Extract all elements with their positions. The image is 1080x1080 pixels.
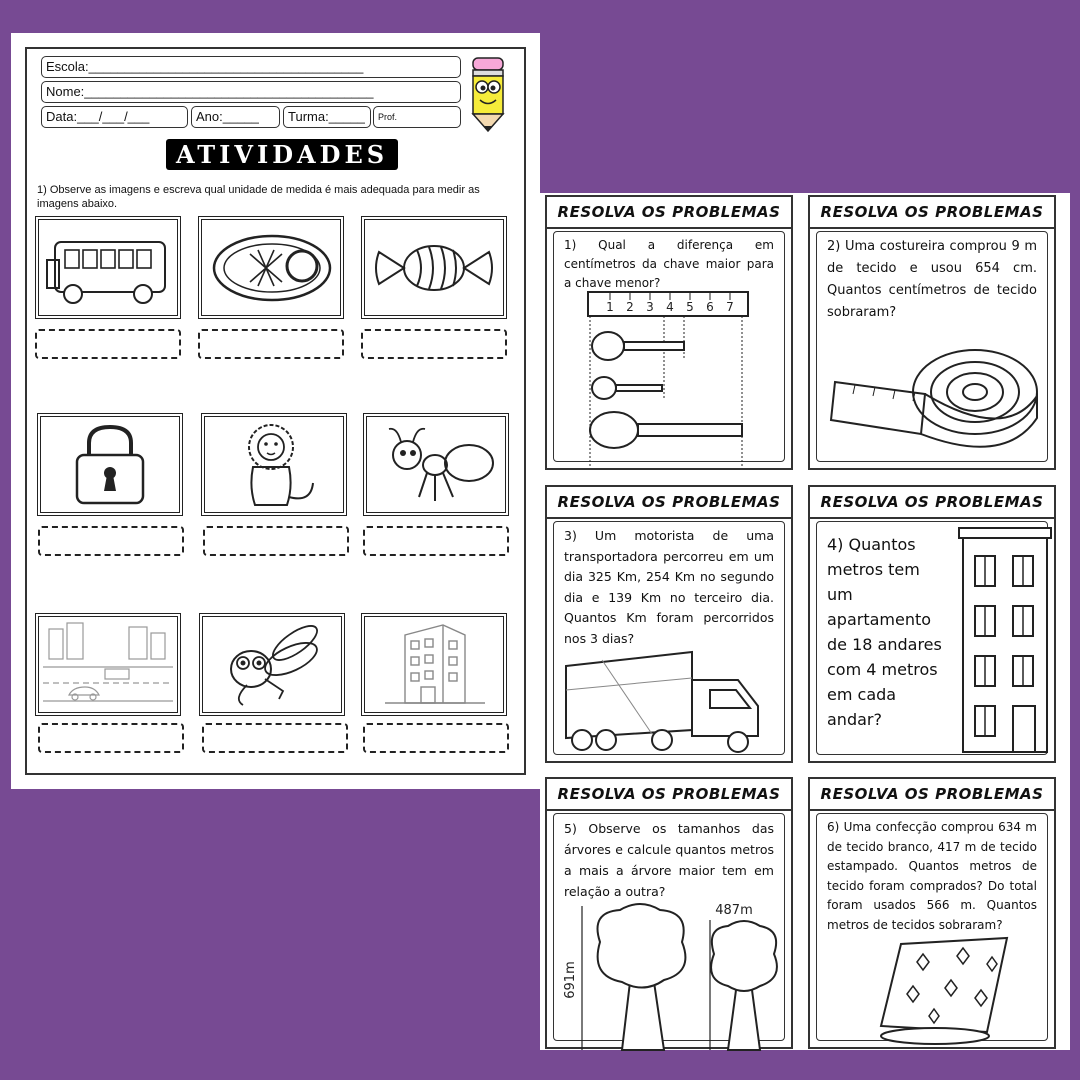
- answer-box[interactable]: [198, 329, 344, 359]
- apartment-building-icon: [957, 526, 1055, 754]
- answer-box[interactable]: [38, 723, 184, 753]
- answer-box[interactable]: [203, 526, 349, 556]
- answer-box[interactable]: [202, 723, 348, 753]
- school-label: Escola:______________________________________: [46, 59, 364, 74]
- fly-icon: [203, 617, 341, 712]
- card-body: [816, 521, 1048, 755]
- fabric-roll-icon: [877, 934, 1017, 1046]
- card-header: RESOLVA OS PROBLEMAS: [547, 197, 791, 229]
- card-body: [816, 813, 1048, 1041]
- picture-padlock: [37, 413, 183, 516]
- class-label: Turma:_____: [288, 109, 365, 124]
- problem-text: 6) Uma confecção comprou 634 m de tecido branco, 417 m de tecido estampado. Quantos metros de tecido foram comprados? Do total foram usados 566 m. Quantos metros de tecidos sobraram?: [827, 820, 1037, 932]
- picture-fly: [199, 613, 345, 716]
- building-icon: [365, 617, 503, 712]
- ruler-tick-label: 4: [666, 300, 674, 314]
- answer-box[interactable]: [35, 329, 181, 359]
- picture-bus: [35, 216, 181, 319]
- problem-card-6: [808, 777, 1056, 1049]
- tree-left-height: 691m: [563, 961, 578, 999]
- answer-box[interactable]: [363, 723, 509, 753]
- card-body: [553, 813, 785, 1041]
- picture-shoe: [198, 216, 344, 319]
- problem-card-1: [545, 195, 793, 470]
- card-header: RESOLVA OS PROBLEMAS: [547, 487, 791, 519]
- problem-text: 2) Uma costureira comprou 9 m de tecido e usou 654 cm. Quantos centímetros de tecido sobraram?: [827, 239, 1037, 320]
- name-field[interactable]: [41, 81, 461, 103]
- class-field[interactable]: [283, 106, 371, 128]
- card-header: RESOLVA OS PROBLEMAS: [810, 779, 1054, 811]
- padlock-icon: [41, 417, 179, 512]
- problem-card-2: [808, 195, 1056, 470]
- prof-label: Prof.: [378, 112, 398, 122]
- card-header: RESOLVA OS PROBLEMAS: [547, 779, 791, 811]
- year-label: Ano:_____: [196, 109, 259, 124]
- shoe-icon: [202, 220, 340, 315]
- bus-icon: [39, 220, 177, 315]
- card-body: [553, 231, 785, 462]
- problem-card-3: [545, 485, 793, 763]
- year-field[interactable]: [191, 106, 280, 128]
- card-body: [553, 521, 785, 755]
- picture-candy: [361, 216, 507, 319]
- ruler-tick-label: 2: [626, 300, 634, 314]
- date-field[interactable]: [41, 106, 188, 128]
- problem-text: 5) Observe os tamanhos das árvores e calcule quantos metros a mais a árvore maior tem em relação a outra?: [564, 821, 774, 899]
- card-body: [816, 231, 1048, 462]
- problem-card-5: [545, 777, 793, 1049]
- lion-icon: [205, 417, 343, 512]
- ruler-tick-label: 7: [726, 300, 734, 314]
- trees-illustration: [560, 902, 790, 1052]
- problem-text: 4) Quantos metros tem um apartamento de 18 andares com 4 metros em cada andar?: [827, 535, 942, 729]
- pencil-mascot-icon: [465, 55, 511, 133]
- prof-field[interactable]: [373, 106, 461, 128]
- picture-ant: [363, 413, 509, 516]
- problem-text: 1) Qual a diferença em centímetros da chave maior para a chave menor?: [564, 238, 774, 290]
- answer-box[interactable]: [38, 526, 184, 556]
- ruler-tick-label: 6: [706, 300, 714, 314]
- page-title: ATIVIDADES: [166, 139, 398, 170]
- worksheet-page: [11, 33, 540, 789]
- keys-ruler-illustration: [586, 290, 754, 470]
- candy-icon: [365, 220, 503, 315]
- date-label: Data:___/___/___: [46, 109, 150, 124]
- picture-building: [361, 613, 507, 716]
- ant-icon: [367, 417, 505, 512]
- measuring-tape-icon: [825, 342, 1045, 462]
- ruler-tick-label: 3: [646, 300, 654, 314]
- picture-lion: [201, 413, 347, 516]
- problem-text: 3) Um motorista de uma transportadora percorreu em um dia 325 Km, 254 Km no segundo dia e 139 Km no terceiro dia. Quantos Km foram percorridos nos 3 dias?: [564, 528, 774, 646]
- name-label: Nome:________________________________________: [46, 84, 374, 99]
- answer-box[interactable]: [363, 526, 509, 556]
- school-field[interactable]: [41, 56, 461, 78]
- question-text: 1) Observe as imagens e escreva qual unidade de medida é mais adequada para medir as imagens abaixo.: [37, 184, 480, 210]
- truck-icon: [562, 650, 782, 758]
- ruler-tick-label: 5: [686, 300, 694, 314]
- card-header: RESOLVA OS PROBLEMAS: [810, 197, 1054, 229]
- tree-right-height: 487m: [715, 903, 753, 918]
- problem-card-4: [808, 485, 1056, 763]
- ruler-tick-label: 1: [606, 300, 614, 314]
- card-header: RESOLVA OS PROBLEMAS: [810, 487, 1054, 519]
- street-icon: [39, 617, 177, 712]
- picture-street: [35, 613, 181, 716]
- answer-box[interactable]: [361, 329, 507, 359]
